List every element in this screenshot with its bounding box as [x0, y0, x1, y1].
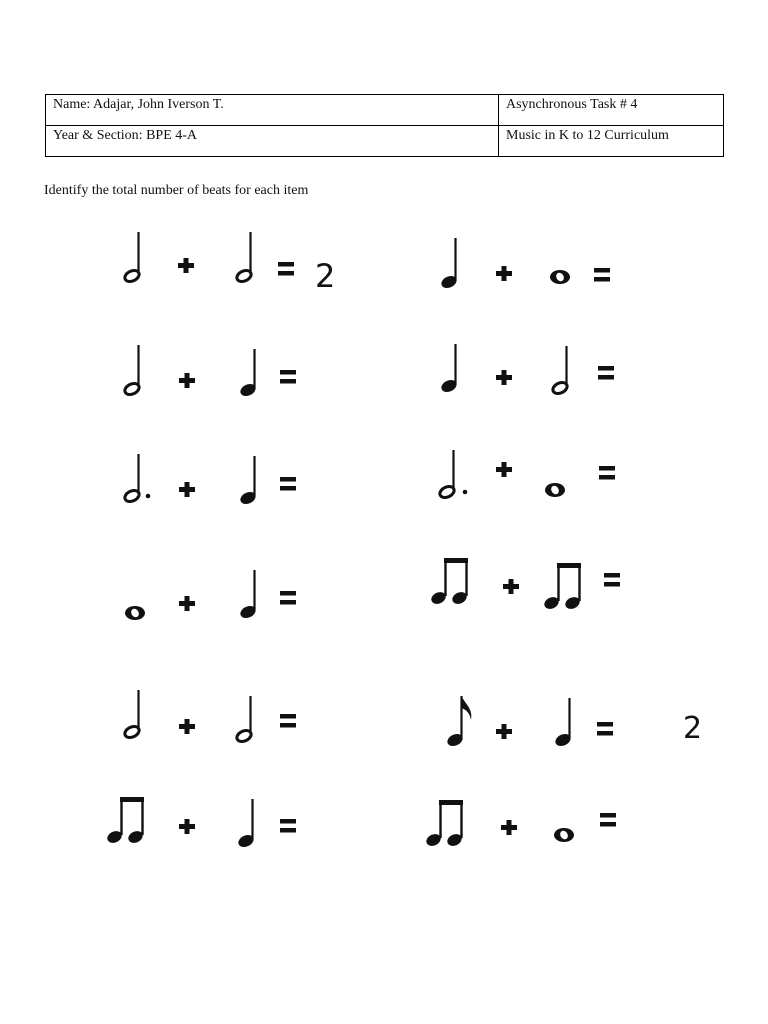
- whole-note-icon: [125, 606, 145, 620]
- whole-note-icon: [545, 483, 565, 497]
- dotted-half-note-icon: [438, 450, 467, 500]
- equals-icon: [280, 591, 296, 605]
- equals-icon: [280, 477, 296, 491]
- quarter-note-icon: [439, 344, 458, 394]
- half-note-icon: [235, 232, 253, 284]
- header-row-2: [46, 126, 724, 157]
- equals-icon: [599, 466, 615, 480]
- equation-11: [104, 797, 364, 867]
- whole-note-icon: [550, 270, 570, 284]
- plus-icon: [179, 482, 195, 497]
- equation-6: [433, 448, 693, 518]
- header-row-1: [46, 95, 724, 126]
- quarter-note-icon: [439, 238, 458, 290]
- equals-icon: [280, 819, 296, 833]
- beamed-eighth-notes-icon: [105, 797, 144, 845]
- plus-icon: [178, 258, 194, 273]
- instructions: Identify the total number of beats for each item: [44, 183, 309, 198]
- plus-icon: [496, 266, 512, 281]
- quarter-note-icon: [238, 349, 257, 398]
- equals-icon: [598, 366, 614, 380]
- half-note-icon: [123, 690, 141, 740]
- eighth-note-icon: [445, 696, 471, 748]
- beamed-eighth-notes-icon: [429, 558, 468, 606]
- equation-5: [118, 452, 378, 522]
- subject: Music in K to 12 Curriculum: [499, 126, 724, 157]
- plus-icon: [179, 719, 195, 734]
- plus-icon: [501, 820, 517, 835]
- equation-1: [118, 230, 378, 300]
- equation-8: [428, 558, 688, 628]
- quarter-note-icon: [553, 698, 572, 748]
- equals-icon: [604, 573, 620, 587]
- equation-9: [118, 688, 378, 758]
- equals-icon: [594, 268, 610, 282]
- equals-icon: [280, 370, 296, 384]
- plus-icon: [496, 370, 512, 385]
- beamed-eighth-notes-icon: [542, 563, 581, 611]
- equation-12: [423, 800, 683, 870]
- half-note-icon: [235, 696, 253, 744]
- quarter-note-icon: [238, 570, 257, 620]
- equation-2: [433, 236, 693, 306]
- half-note-icon: [123, 232, 141, 284]
- equation-10: [433, 694, 693, 764]
- half-note-icon: [123, 345, 141, 397]
- header-table: [45, 94, 724, 157]
- plus-icon: [179, 819, 195, 834]
- task-number: Asynchronous Task # 4: [499, 95, 724, 126]
- equals-icon: [280, 714, 296, 728]
- equals-icon: [600, 813, 616, 827]
- answer-1[interactable]: 2: [315, 257, 336, 295]
- quarter-note-icon: [236, 799, 255, 849]
- plus-icon: [496, 724, 512, 739]
- equation-7: [118, 566, 378, 636]
- answer-10[interactable]: 2: [683, 711, 703, 746]
- plus-icon: [179, 596, 195, 611]
- plus-icon: [503, 579, 519, 594]
- equals-icon: [597, 722, 613, 736]
- equation-3: [118, 343, 378, 413]
- plus-icon: [179, 373, 195, 388]
- half-note-icon: [551, 346, 569, 396]
- dotted-half-note-icon: [123, 454, 150, 504]
- beamed-eighth-notes-icon: [424, 800, 463, 848]
- equation-4: [433, 342, 693, 412]
- student-name: Name: Adajar, John Iverson T.: [46, 95, 499, 126]
- plus-icon: [496, 462, 512, 477]
- whole-note-icon: [554, 828, 574, 842]
- quarter-note-icon: [238, 456, 257, 506]
- equals-icon: [278, 262, 294, 276]
- year-section: Year & Section: BPE 4-A: [46, 126, 499, 157]
